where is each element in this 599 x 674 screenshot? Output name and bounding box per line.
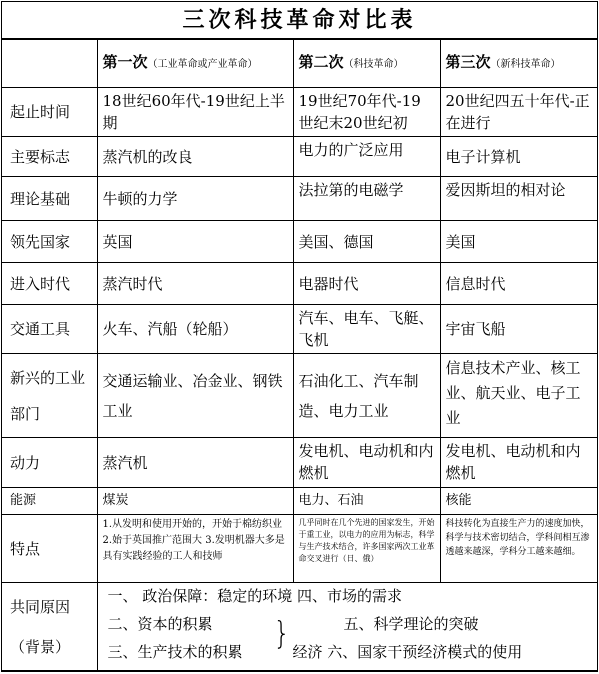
table-row [2,438,597,488]
table-row [2,88,597,137]
table-cell: 交通运输业、冶金业、钢铁工业 [97,354,293,438]
table-cell: 煤炭 [97,488,293,515]
table-title: 三次科技革命对比表 [2,2,597,39]
table-cell: 英国 [97,221,293,263]
table-cell: 电力、石油 [293,488,440,515]
row-label: 特点 [2,515,97,583]
table-cell: 蒸汽机的改良 [97,137,293,177]
table-row [2,177,597,221]
table-cell: 法拉第的电磁学 [293,177,440,221]
table-cell: 电力的广泛应用 [293,137,440,177]
cause-line-3b: 经济 六、国家干预经济模式的使用 [292,643,523,661]
table-row [2,263,597,305]
common-causes-row [2,583,597,671]
table-row [2,488,597,515]
common-causes-content [98,583,598,669]
table-cell: 电器时代 [293,263,440,305]
col-header-third: 第三次（新科技革命） [440,40,597,88]
table-cell: 发电机、电动机和内燃机 [293,438,440,488]
cause-line-1: 一、 政治保障：稳定的环境 四、市场的需求 [107,587,403,605]
table-row [2,305,597,354]
row-label: 领先国家 [2,221,97,263]
row-label: 新兴的工业部门 [2,354,97,438]
row-label: 动力 [2,438,97,488]
table-cell: 蒸汽时代 [97,263,293,305]
table-cell: 爱因斯坦的相对论 [440,177,597,221]
table-cell: 火车、汽船（轮船） [97,305,293,354]
table-cell: 1.从发明和使用开始的，开始于棉纺织业 2.始于英国推广范围大 3.发明机器大多是具有实践经验的工人和技师 [97,515,293,583]
table-cell: 18世纪60年代-19世纪上半期 [97,88,293,137]
table-cell: 蒸汽机 [97,438,293,488]
table-cell: 美国 [440,221,597,263]
corner-cell [2,40,97,88]
table-cell: 19世纪70年代-19世纪末20世纪初 [293,88,440,137]
table-cell: 信息技术产业、核工业、航天业、电子工业 [440,354,597,438]
cause-line-2b: 五、科学理论的突破 [343,615,479,633]
row-label: 交通工具 [2,305,97,354]
comparison-table [2,39,597,671]
table-cell: 核能 [440,488,597,515]
col-header-first: 第一次（工业革命或产业革命） [97,40,293,88]
table-cell: 几乎同时在几个先进的国家发生，开始于重工业，以电力的应用为标志，科学与生产技术结合，许多国家两次工业革命交叉进行（日、俄） [293,515,440,583]
common-label-sub: （背景） [10,637,71,656]
row-label: 理论基础 [2,177,97,221]
common-label-main: 共同原因 [10,597,71,616]
row-label: 起止时间 [2,88,97,137]
cause-line-2a: 二、资本的积累 [107,615,213,633]
comparison-table-frame [1,1,598,672]
table-cell: 美国、德国 [293,221,440,263]
table-cell: 牛顿的力学 [97,177,293,221]
row-label-common [2,583,97,671]
table-cell: 发电机、电动机和内燃机 [440,438,597,488]
table-cell: 汽车、电车、飞艇、飞机 [293,305,440,354]
row-label: 进入时代 [2,263,97,305]
table-cell: 宇宙飞船 [440,305,597,354]
table-row [2,515,597,583]
col-header-second: 第二次（科技革命） [293,40,440,88]
table-cell: 科技转化为直接生产力的速度加快，科学与技术密切结合，学科间相互渗透越来越深，学科分工越来越细。 [440,515,597,583]
table-row [2,221,597,263]
table-row [2,354,597,438]
table-cell: 石油化工、汽车制造、电力工业 [293,354,440,438]
cause-line-3a: 三、生产技术的积累 [107,643,243,661]
row-label: 主要标志 [2,137,97,177]
row-label: 能源 [2,488,97,515]
table-cell: 电子计算机 [440,137,597,177]
right-brace-icon: } [273,616,291,652]
table-cell: 信息时代 [440,263,597,305]
common-causes-cell [97,583,597,671]
table-cell: 20世纪四五十年代-正在进行 [440,88,597,137]
header-row [2,40,597,88]
table-row [2,137,597,177]
